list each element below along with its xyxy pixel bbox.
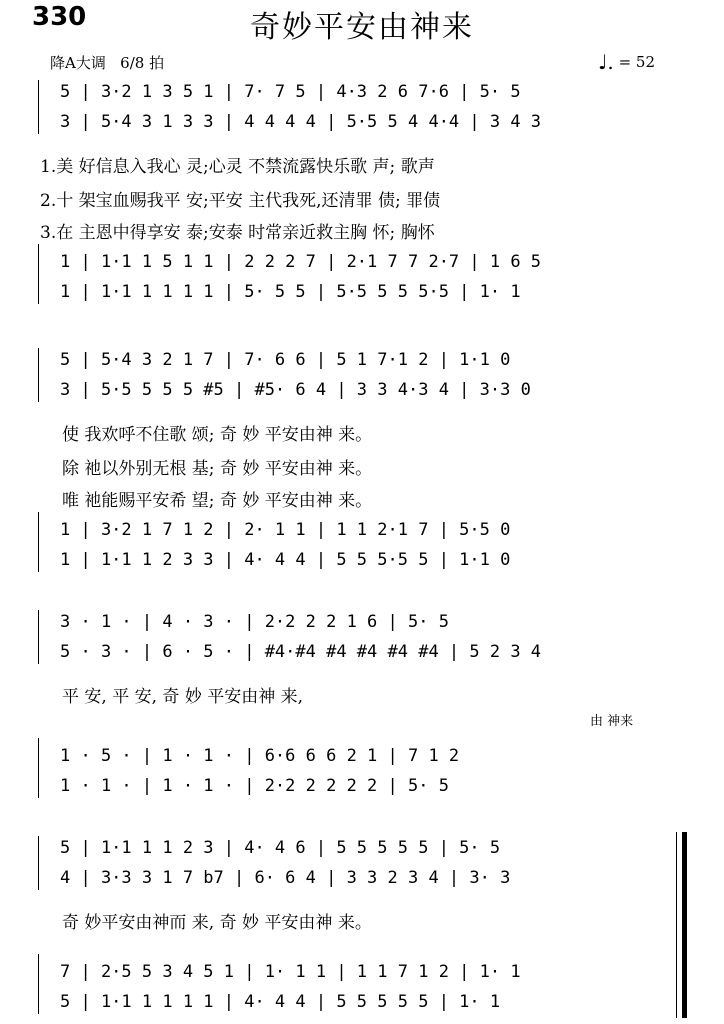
bass-line: 5 | 1·1 1 1 1 1 | 4· 4 4 | 5 5 5 5 5 | 1· 1: [60, 992, 501, 1012]
lyric-verse-1: 平 安, 平 安, 奇 妙 平安由神 来,: [62, 687, 304, 707]
bass-line: 1 | 1·1 1 1 1 1 | 5· 5 5 | 5·5 5 5 5·5 | 1· 1: [60, 282, 521, 302]
time-signature: 6/8 拍: [120, 54, 165, 72]
hymn-number: 330: [32, 2, 87, 32]
lyric-verse-3: 唯 祂能赐平安希 望; 奇 妙 平安由神 来。: [62, 491, 373, 511]
bass-line: 1 · 1 · | 1 · 1 · | 2·2 2 2 2 2 | 5· 5: [60, 776, 449, 796]
key-and-time-signature: [50, 52, 164, 73]
alto-line: 4 | 3·3 3 1 7 b7 | 6· 6 4 | 3 3 2 3 4 | 3· 3: [60, 868, 511, 888]
tempo-value: = 52: [618, 53, 656, 71]
dotted-quarter-note-icon: ♩.: [598, 50, 614, 74]
lyric-verse-2: 除 祂以外别无根 基; 奇 妙 平安由神 来。: [62, 459, 373, 479]
soprano-line: 3 · 1 · | 4 · 3 · | 2·2 2 2 1 6 | 5· 5: [60, 612, 449, 632]
alto-line: 5 · 3 · | 6 · 5 · | #4·#4 #4 #4 #4 #4 | 5 2 3 4: [60, 642, 542, 662]
system-4: [0, 832, 724, 1022]
tenor-line: 1 | 1·1 1 5 1 1 | 2 2 2 7 | 2·1 7 7 2·7 | 1 6 5: [60, 252, 542, 272]
system-1: [0, 76, 724, 310]
soprano-line: 5 | 5·4 3 2 1 7 | 7· 6 6 | 5 1 7·1 2 | 1·1 0: [60, 350, 511, 370]
lyric-echo: 由 神来: [590, 714, 634, 729]
tempo-marking: [598, 50, 655, 74]
key-signature: 降A大调: [50, 54, 106, 72]
lyric-verse-2: 2.十 架宝血赐我平 安;平安 主代我死,还清罪 债; 罪债: [40, 191, 441, 211]
alto-line: 3 | 5·4 3 1 3 3 | 4 4 4 4 | 5·5 5 4 4·4 | 3 4 3: [60, 112, 542, 132]
lyric-verse-1: 1.美 好信息入我心 灵;心灵 不禁流露快乐歌 声; 歌声: [40, 157, 435, 177]
tenor-line: 1 · 5 · | 1 · 1 · | 6·6 6 6 2 1 | 7 1 2: [60, 746, 460, 766]
lyric-verse-1: 奇 妙平安由神而 来, 奇 妙 平安由神 来。: [62, 913, 372, 933]
soprano-line: 5 | 3·2 1 3 5 1 | 7· 7 5 | 4·3 2 6 7·6 | 5· 5: [60, 82, 521, 102]
soprano-line: 5 | 1·1 1 1 2 3 | 4· 4 6 | 5 5 5 5 5 | 5· 5: [60, 838, 501, 858]
tenor-line: 7 | 2·5 5 3 4 5 1 | 1· 1 1 | 1 1 7 1 2 | 1· 1: [60, 962, 521, 982]
system-2: [0, 344, 724, 578]
system-3: [0, 606, 724, 806]
bass-line: 1 | 1·1 1 2 3 3 | 4· 4 4 | 5 5 5·5 5 | 1·1 0: [60, 550, 511, 570]
lyric-verse-1: 使 我欢呼不住歌 颂; 奇 妙 平安由神 来。: [62, 425, 373, 445]
lyric-verse-3: 3.在 主恩中得享安 泰;安泰 时常亲近救主胸 怀; 胸怀: [40, 223, 435, 243]
alto-line: 3 | 5·5 5 5 5 #5 | #5· 6 4 | 3 3 4·3 4 | 3·3 0: [60, 380, 531, 400]
hymn-title: 奇妙平安由神来: [250, 10, 474, 45]
tenor-line: 1 | 3·2 1 7 1 2 | 2· 1 1 | 1 1 2·1 7 | 5·5 0: [60, 520, 511, 540]
